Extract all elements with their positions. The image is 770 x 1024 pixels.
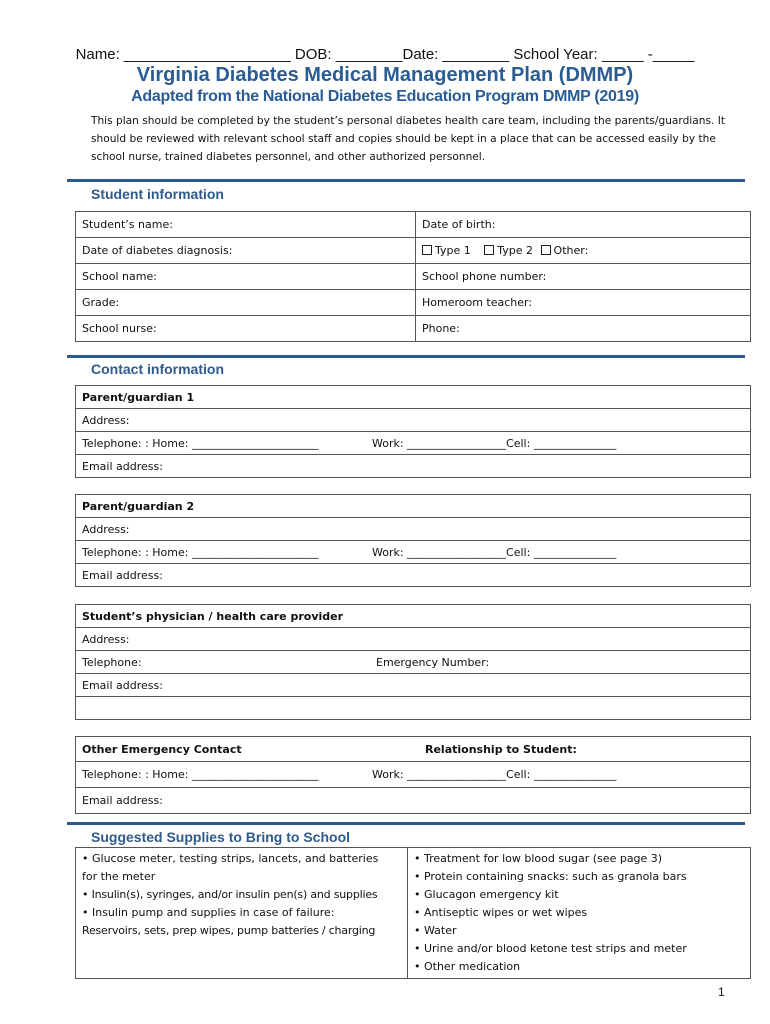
type2-label: Type 2 (497, 244, 534, 257)
supply-item: for the meter (82, 870, 156, 883)
section-rule-contact (67, 355, 745, 358)
grade-field[interactable]: Grade: (76, 290, 416, 316)
physician-telephone[interactable]: Telephone: (82, 655, 142, 669)
physician-address-field[interactable]: Address: (76, 628, 751, 651)
supplies-table (75, 847, 751, 979)
emergency-contact-home-phone[interactable]: Telephone: : Home: _______________________ (82, 768, 319, 781)
emergency-contact-phone-row[interactable] (76, 762, 751, 788)
supply-item: • Insulin(s), syringes, and/or insulin pen(s) and supplies (82, 888, 378, 901)
emergency-contact-email-field[interactable]: Email address: (76, 788, 751, 814)
student-info-table (75, 211, 751, 342)
guardian2-home-phone[interactable]: Telephone: : Home: _______________________ (82, 545, 319, 559)
section-title-contact: Contact information (91, 361, 224, 377)
supply-item: • Antiseptic wipes or wet wipes (414, 906, 588, 919)
intro-paragraph: This plan should be completed by the student’s personal diabetes health care team, including the parents/guardians. It should be reviewed with relevant school staff and copies should be kept in a place that can be accessed easily by the school nurse, trained diabetes personnel, and other authorized personnel. (91, 115, 725, 163)
school-phone-field[interactable]: School phone number: (416, 264, 751, 290)
relationship-to-student[interactable]: Relationship to Student: (425, 742, 577, 756)
page-number: 1 (718, 985, 725, 999)
student-name-field[interactable]: Student’s name: (76, 212, 416, 238)
diagnosis-date-field[interactable]: Date of diabetes diagnosis: (76, 238, 416, 264)
guardian1-home-phone[interactable]: Telephone: : Home: _______________________ (82, 436, 319, 450)
supply-item: • Other medication (414, 960, 521, 973)
school-nurse-field[interactable]: School nurse: (76, 316, 416, 342)
header-fields-line: Name: ____________________ DOB: ________Date: ________ School Year: _____ -_____ (75, 46, 695, 63)
guardian2-address-field[interactable]: Address: (76, 518, 751, 541)
guardian1-table (75, 385, 751, 478)
emergency-contact-work-cell[interactable]: Work: __________________Cell: _______________ (372, 768, 617, 781)
section-title-student: Student information (91, 186, 224, 202)
type1-label: Type 1 (435, 244, 471, 257)
guardian2-work-cell[interactable]: Work: __________________Cell: _______________ (372, 545, 617, 559)
emergency-contact-heading-row (76, 737, 751, 762)
document-title: Virginia Diabetes Medical Management Plan (DMMP) (136, 64, 634, 86)
guardian2-phone-row[interactable] (76, 541, 751, 564)
document-subtitle: Adapted from the National Diabetes Education Program DMMP (2019) (131, 88, 639, 105)
other-type-label: Other: (553, 244, 589, 257)
supply-item: • Insulin pump and supplies in case of failure: (82, 906, 335, 919)
guardian2-email-field[interactable]: Email address: (76, 564, 751, 587)
emergency-contact-table (75, 736, 751, 814)
supplies-right-column (408, 848, 751, 979)
diabetes-type-cell (416, 238, 751, 264)
nurse-phone-field[interactable]: Phone: (416, 316, 751, 342)
emergency-contact-heading: Other Emergency Contact (82, 742, 242, 756)
supply-item: • Glucagon emergency kit (414, 888, 559, 901)
physician-emergency-number[interactable]: Emergency Number: (376, 655, 490, 669)
guardian1-address-field[interactable]: Address: (76, 409, 751, 432)
physician-blank-row[interactable] (76, 697, 751, 720)
section-rule-student (67, 179, 745, 182)
supply-item: • Glucose meter, testing strips, lancets, and batteries (82, 852, 379, 865)
school-name-field[interactable]: School name: (76, 264, 416, 290)
guardian1-phone-row[interactable] (76, 432, 751, 455)
supply-item: • Water (414, 924, 457, 937)
section-rule-supplies (67, 822, 745, 825)
supplies-left-column (76, 848, 408, 979)
supply-item: • Treatment for low blood sugar (see page 3) (414, 852, 663, 865)
date-of-birth-field[interactable]: Date of birth: (416, 212, 751, 238)
type2-checkbox[interactable] (484, 245, 494, 255)
physician-table (75, 604, 751, 720)
section-title-supplies: Suggested Supplies to Bring to School (91, 829, 351, 845)
supply-item: Reservoirs, sets, prep wipes, pump batteries / charging (82, 924, 376, 937)
supply-item: • Protein containing snacks: such as granola bars (414, 870, 687, 883)
physician-phone-row[interactable] (76, 651, 751, 674)
physician-email-field[interactable]: Email address: (76, 674, 751, 697)
homeroom-teacher-field[interactable]: Homeroom teacher: (416, 290, 751, 316)
guardian1-email-field[interactable]: Email address: (76, 455, 751, 478)
physician-heading: Student’s physician / health care provider (76, 605, 751, 628)
type1-checkbox[interactable] (422, 245, 432, 255)
other-type-checkbox[interactable] (541, 245, 551, 255)
guardian1-heading: Parent/guardian 1 (76, 386, 751, 409)
guardian1-work-cell[interactable]: Work: __________________Cell: _______________ (372, 436, 617, 450)
guardian2-heading: Parent/guardian 2 (76, 495, 751, 518)
guardian2-table (75, 494, 751, 587)
supply-item: • Urine and/or blood ketone test strips and meter (414, 942, 687, 955)
